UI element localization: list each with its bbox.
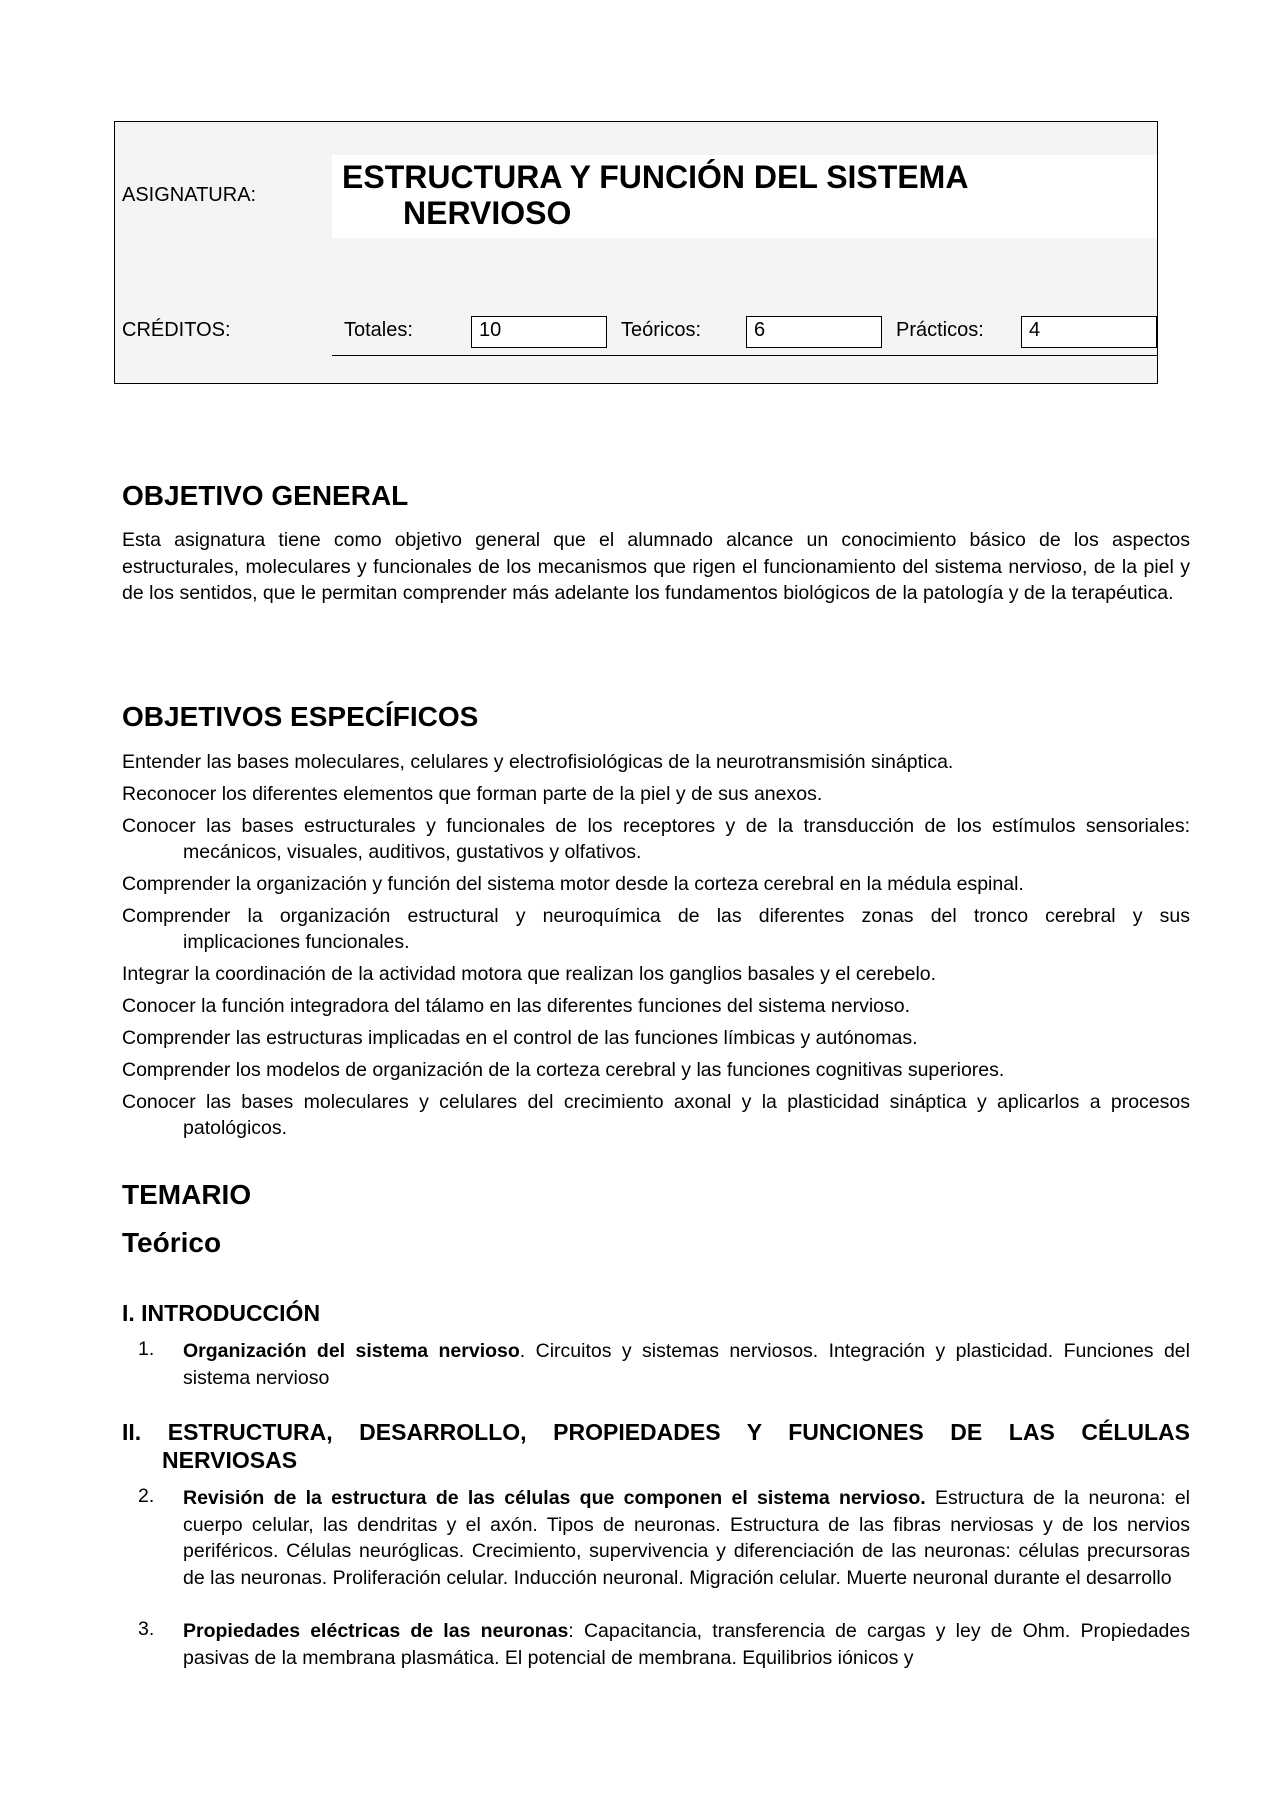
- objetivo-item: Reconocer los diferentes elementos que forman parte de la piel y de sus anexos.: [122, 783, 823, 805]
- temario-item: Propiedades eléctricas de las neuronas: Capacitancia, transferencia de cargas y ley de Ohm. Propiedades pasivas de la membrana plasmática. El potencial de membrana. Equilibrios iónicos y: [183, 1620, 1190, 1669]
- teoricos-value: 6: [746, 316, 882, 348]
- temario-heading: TEMARIO: [122, 1179, 252, 1210]
- subject-title-area: [332, 155, 1157, 238]
- objetivo-item: Entender las bases moleculares, celulares y electrofisiológicas de la neurotransmisión sináptica.: [122, 751, 954, 773]
- objetivo-item: Conocer la función integradora del tálamo en las diferentes funciones del sistema nervioso.: [122, 995, 911, 1017]
- temario-item: Organización del sistema nervioso. Circuitos y sistemas nerviosos. Integración y plasticidad. Funciones del sistema nervioso: [183, 1340, 1190, 1389]
- objetivo-item: Comprender la organización y función del sistema motor desde la corteza cerebral en la médula espinal.: [122, 873, 1024, 895]
- totales-label: Totales:: [344, 319, 413, 341]
- objetivo-item: Comprender los modelos de organización de la corteza cerebral y las funciones cognitivas superiores.: [122, 1059, 1005, 1081]
- objetivo-item: Comprender las estructuras implicadas en el control de las funciones límbicas y autónomas.: [122, 1027, 918, 1049]
- creditos-label: CRÉDITOS:: [122, 319, 231, 341]
- objetivo-item: Conocer las bases moleculares y celulares del crecimiento axonal y la plasticidad sináptica y aplicarlos a procesos patológicos.: [122, 1091, 1190, 1139]
- practicos-value: 4: [1021, 316, 1157, 348]
- teoricos-label: Teóricos:: [621, 319, 702, 341]
- header-divider: [332, 355, 1157, 356]
- objetivo-item: Comprender la organización estructural y neuroquímica de las diferentes zonas del tronco cerebral y sus implicaciones funcionales.: [122, 905, 1190, 953]
- objetivos-especificos-heading: OBJETIVOS ESPECÍFICOS: [122, 701, 479, 732]
- objetivo-general-text: Esta asignatura tiene como objetivo general que el alumnado alcance un conocimiento básico de los aspectos estructurales, moleculares y funcionales de los mecanismos que rigen el funcionamiento del sistema nervioso, de la piel y de los sentidos, que le permitan comprender más adelante los fundamentos biológicos de la patología y de la terapéutica.: [122, 529, 1190, 605]
- section-celulas-title: II. ESTRUCTURA, DESARROLLO, PROPIEDADES Y FUNCIONES DE LAS CÉLULAS NERVIOSAS: [122, 1419, 1190, 1473]
- section-introduccion-title: I. INTRODUCCIÓN: [122, 1300, 321, 1326]
- subject-header-box: [114, 121, 1158, 384]
- objetivo-general-heading: OBJETIVO GENERAL: [122, 480, 409, 511]
- objetivo-item: Conocer las bases estructurales y funcionales de los receptores y de la transducción de los estímulos sensoriales: mecánicos, visuales, auditivos, gustativos y olfativos.: [122, 815, 1190, 863]
- subject-title-line1: ESTRUCTURA Y FUNCIÓN DEL SISTEMA: [342, 159, 969, 195]
- subject-title-line2: NERVIOSO: [403, 195, 572, 231]
- totales-value: 10: [471, 316, 607, 348]
- item-number: 3.: [138, 1618, 155, 1640]
- item-number: 2.: [138, 1485, 155, 1507]
- practicos-label: Prácticos:: [896, 319, 984, 341]
- item-number: 1.: [138, 1338, 155, 1360]
- temario-item: Revisión de la estructura de las células que componen el sistema nervioso. Estructura de la neurona: el cuerpo celular, las dendritas y el axón. Tipos de neuronas. Estructura de las fibras nerviosas y de los nervios periféricos. Células neuróglicas. Crecimiento, supervivencia y diferenciación de las neuronas: células precursoras de las neuronas. Proliferación celular. Inducción neuronal. Migración celular. Muerte neuronal durante el desarrollo: [183, 1487, 1191, 1589]
- asignatura-label: ASIGNATURA:: [122, 184, 257, 206]
- teorico-subheading: Teórico: [122, 1227, 222, 1258]
- objetivo-item: Integrar la coordinación de la actividad motora que realizan los ganglios basales y el cerebelo.: [122, 963, 937, 985]
